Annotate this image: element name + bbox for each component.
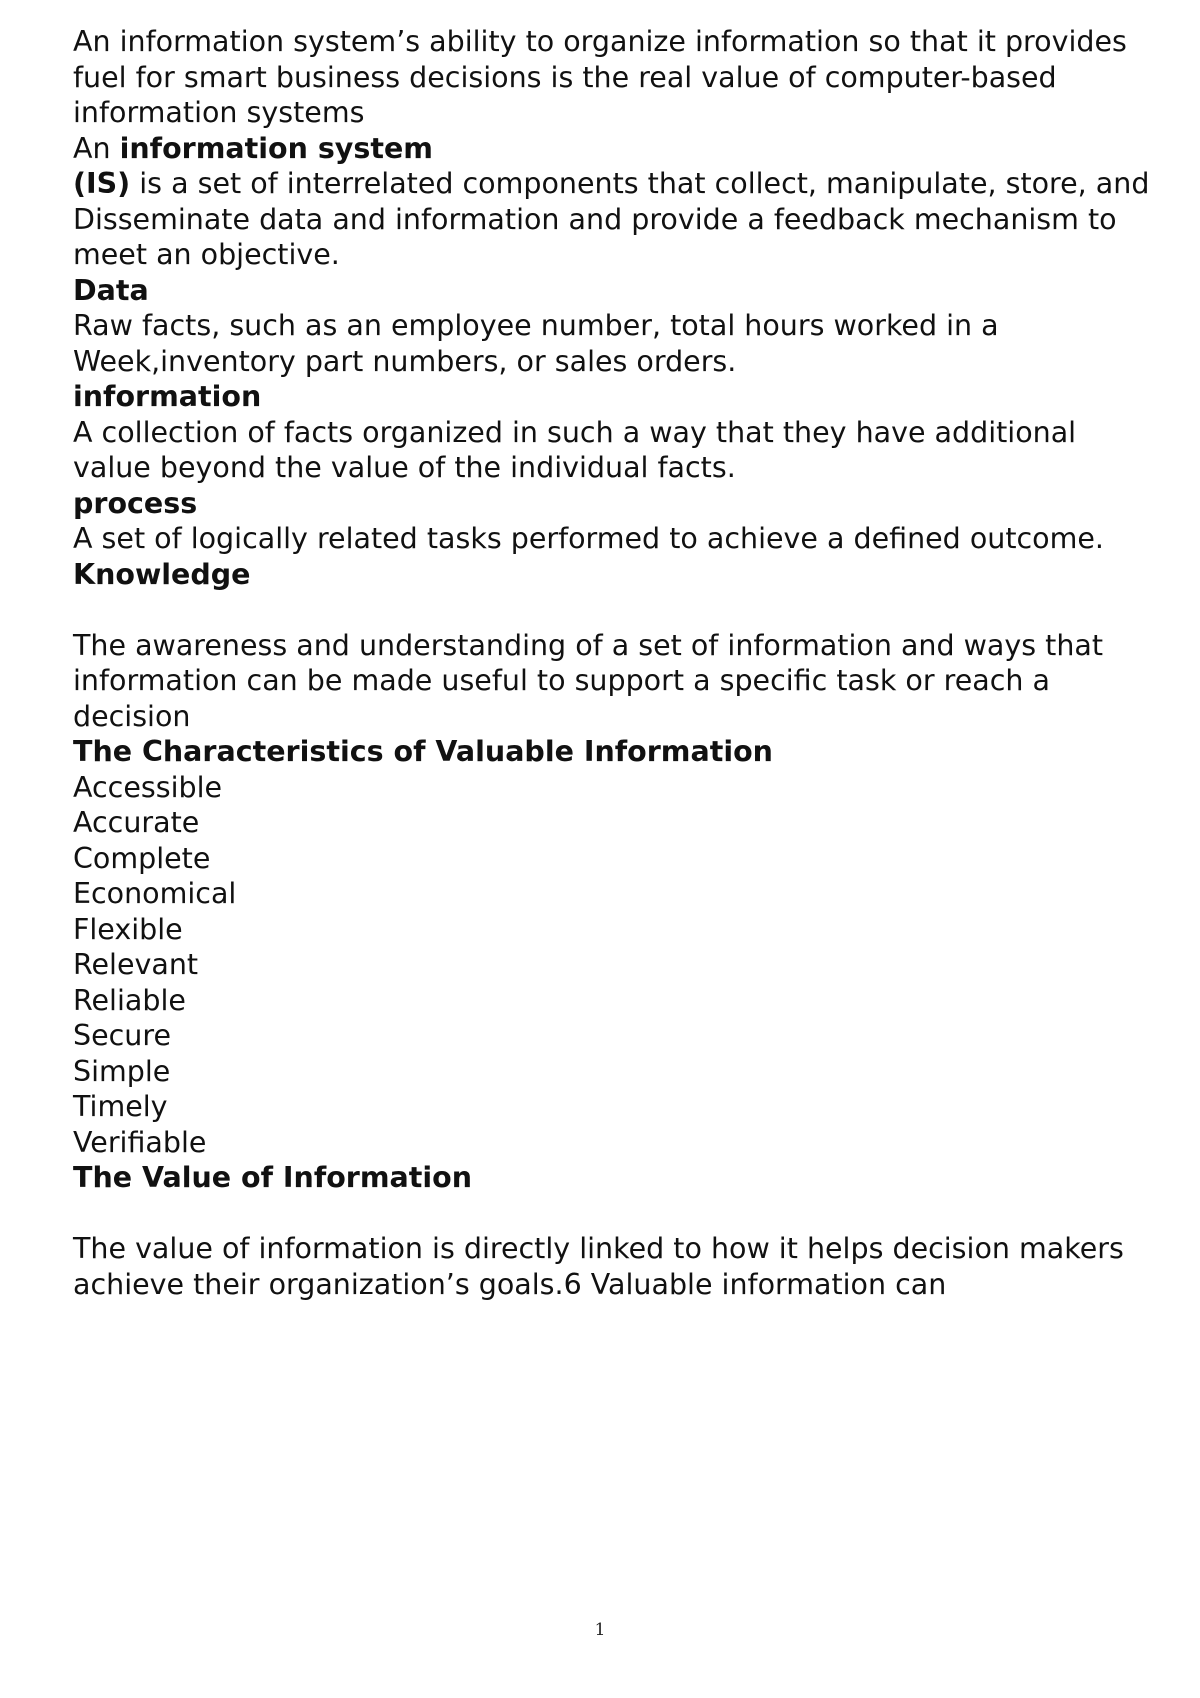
knowledge-text-line2: decision xyxy=(73,699,191,733)
spacer xyxy=(73,1196,1153,1232)
information-system-definition xyxy=(73,131,1153,273)
characteristics-list xyxy=(73,770,1153,1161)
information-term: information xyxy=(73,380,262,413)
list-item: Reliable xyxy=(73,983,186,1017)
list-item: Complete xyxy=(73,841,211,875)
list-item: Secure xyxy=(73,1019,171,1052)
list-item: Economical xyxy=(73,877,237,910)
knowledge-text-line1: The awareness and understanding of a set of information and ways that information can be made useful to support a specific task or reach a xyxy=(73,628,1104,697)
list-item: Timely xyxy=(73,1090,168,1123)
data-term: Data xyxy=(73,273,149,307)
list-item: Simple xyxy=(73,1054,171,1088)
is-definition-text: is a set of interrelated components that collect, manipulate, store, and Disseminate data and information and provide a feedback mechanism to meet an objective. xyxy=(73,167,1150,271)
information-definition xyxy=(73,379,1153,486)
intro-paragraph: An information system’s ability to organize information so that it provides fuel for smart business decisions is the real value of computer-based information systems xyxy=(73,25,1127,129)
list-item: Accurate xyxy=(73,806,200,839)
process-definition xyxy=(73,486,1153,557)
is-prefix: An xyxy=(73,131,120,165)
value-paragraph: The value of information is directly linked to how it helps decision makers achieve their organization’s goals.6 Valuable information can xyxy=(73,1232,1124,1301)
data-definition-text: Raw facts, such as an employee number, total hours worked in a Week,inventory part numbers, or sales orders. xyxy=(73,309,999,378)
data-definition xyxy=(73,273,1153,380)
list-item: Flexible xyxy=(73,912,183,946)
list-item: Accessible xyxy=(73,770,223,804)
list-item: Verifiable xyxy=(73,1125,207,1159)
page-number: 1 xyxy=(594,1620,606,1640)
knowledge-heading: Knowledge xyxy=(73,557,251,591)
characteristics-heading: The Characteristics of Valuable Information xyxy=(73,735,773,768)
is-term: information system xyxy=(119,131,433,165)
document-page xyxy=(73,24,1153,1302)
is-abbreviation: (IS) xyxy=(73,167,131,200)
spacer xyxy=(73,592,1153,628)
value-heading: The Value of Information xyxy=(73,1161,473,1194)
information-definition-text: A collection of facts organized in such a way that they have additional value beyond the value of the individual facts. xyxy=(73,415,1077,484)
process-definition-text: A set of logically related tasks performed to achieve a defined outcome. xyxy=(73,522,1104,555)
process-term: process xyxy=(73,486,198,520)
list-item: Relevant xyxy=(73,948,199,981)
